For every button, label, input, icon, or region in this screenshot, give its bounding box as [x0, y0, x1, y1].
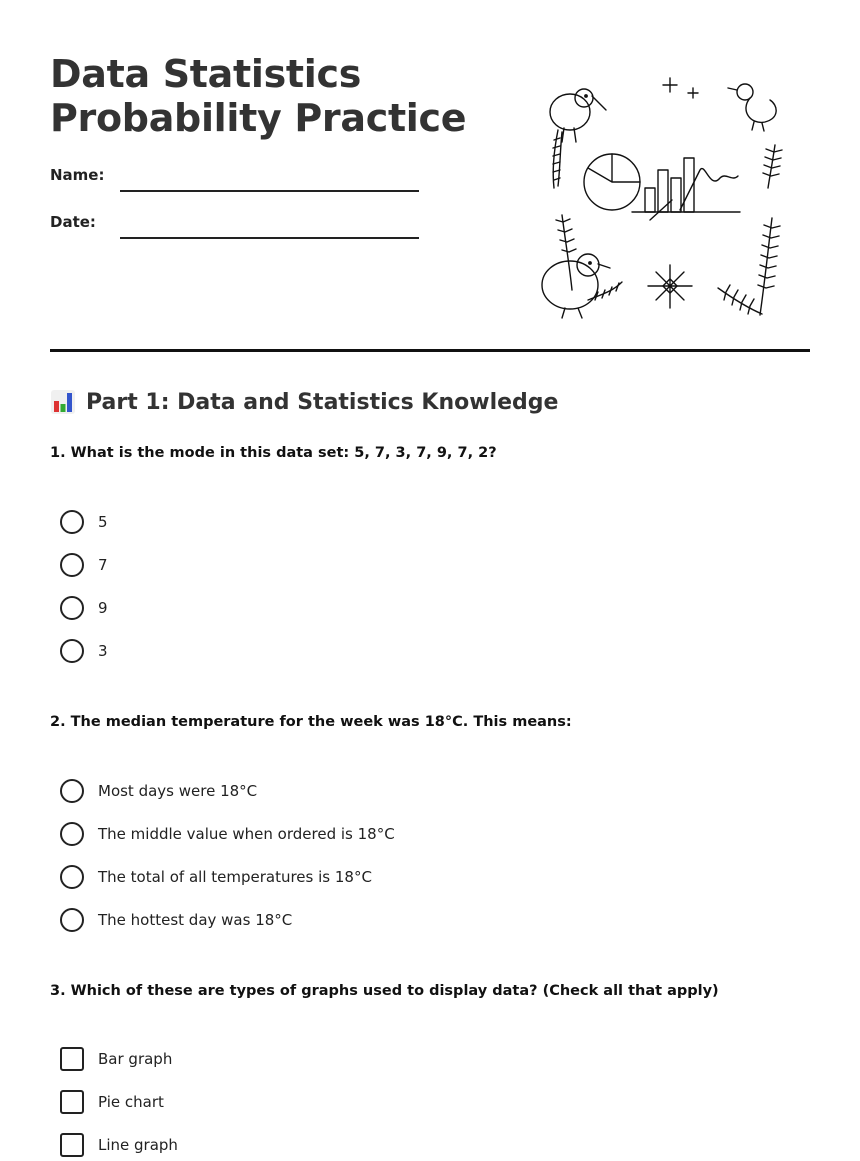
q2-option-3[interactable] — [60, 865, 372, 889]
q2-option-1[interactable] — [60, 779, 257, 803]
date-label: Date: — [50, 213, 96, 231]
option-label: 7 — [98, 556, 108, 574]
radio-button[interactable] — [60, 553, 84, 577]
option-label: 3 — [98, 642, 108, 660]
option-label: The middle value when ordered is 18°C — [98, 825, 395, 843]
checkbox[interactable] — [60, 1133, 84, 1157]
kiwi-data-illustration — [540, 70, 800, 325]
part-1-title — [50, 389, 558, 415]
name-field[interactable] — [50, 166, 419, 184]
question-3: 3. Which of these are types of graphs used to display data? (Check all that apply) — [50, 983, 719, 999]
kiwi-bird-top-right-icon — [728, 84, 776, 131]
option-label: Line graph — [98, 1136, 178, 1154]
q2-option-4[interactable] — [60, 908, 292, 932]
header-divider — [50, 349, 810, 352]
q1-option-2[interactable] — [60, 553, 108, 577]
question-1: 1. What is the mode in this data set: 5, 7, 3, 7, 9, 7, 2? — [50, 445, 497, 461]
sparkle-icon — [663, 78, 698, 98]
date-line[interactable] — [120, 237, 419, 239]
q1-option-3[interactable] — [60, 596, 108, 620]
option-label: Most days were 18°C — [98, 782, 258, 800]
option-label: 5 — [98, 513, 108, 531]
q3-option-2[interactable] — [60, 1090, 164, 1114]
star-burst-icon — [648, 265, 692, 308]
q1-option-4[interactable] — [60, 639, 108, 663]
option-label: The total of all temperatures is 18°C — [98, 868, 372, 886]
option-label: 9 — [98, 599, 108, 617]
option-label: The hottest day was 18°C — [98, 911, 293, 929]
radio-button[interactable] — [60, 822, 84, 846]
radio-button[interactable] — [60, 596, 84, 620]
name-line[interactable] — [120, 190, 419, 192]
part-1-title-text: Part 1: Data and Statistics Knowledge — [86, 389, 559, 415]
q3-option-1[interactable] — [60, 1047, 172, 1071]
radio-button[interactable] — [60, 510, 84, 534]
kiwi-bird-bottom-left-icon — [542, 254, 622, 318]
title-line-1: Data Statistics — [50, 52, 362, 96]
radio-button[interactable] — [60, 779, 84, 803]
radio-button[interactable] — [60, 865, 84, 889]
pie-chart-icon — [584, 154, 640, 210]
title-line-2: Probability Practice — [50, 96, 467, 140]
worksheet-title — [50, 52, 466, 140]
name-label: Name: — [50, 166, 105, 184]
radio-button[interactable] — [60, 908, 84, 932]
option-label: Pie chart — [98, 1093, 164, 1111]
question-2: 2. The median temperature for the week was 18°C. This means: — [50, 714, 572, 730]
radio-button[interactable] — [60, 639, 84, 663]
checkbox[interactable] — [60, 1047, 84, 1071]
bar-chart-icon — [50, 389, 76, 415]
q2-option-2[interactable] — [60, 822, 395, 846]
fern-leaf-icon — [556, 215, 576, 290]
q1-option-1[interactable] — [60, 510, 108, 534]
q3-option-3[interactable] — [60, 1133, 178, 1157]
fern-leaf-icon — [763, 145, 782, 188]
date-field[interactable] — [50, 213, 419, 231]
bar-chart-icon — [632, 158, 740, 220]
checkbox[interactable] — [60, 1090, 84, 1114]
fern-leaf-icon — [718, 218, 780, 315]
option-label: Bar graph — [98, 1050, 173, 1068]
